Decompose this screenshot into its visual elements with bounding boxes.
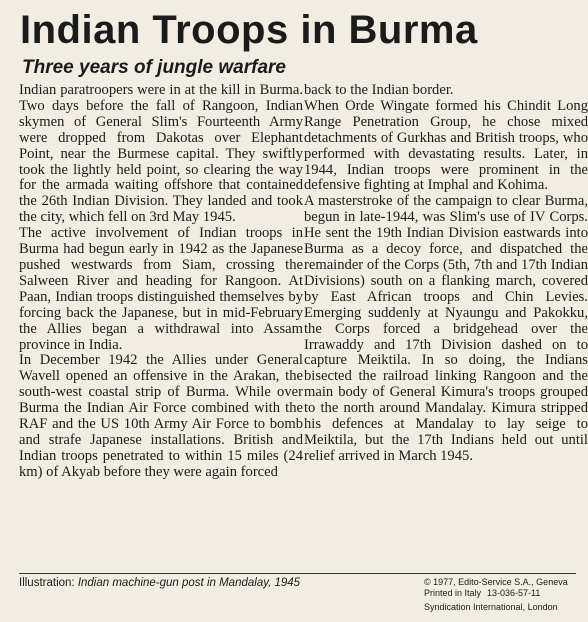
- page-subtitle: Three years of jungle warfare: [22, 57, 286, 78]
- page-title: Indian Troops in Burma: [20, 8, 478, 52]
- paragraph: In December 1942 the Allies under General Wavell opened an offensive in the Arakan, the south-west coastal strip of Burma. While over Burma the Indian Air Force combined with the RAF and the US 10th Army Air Force to bomb and strafe Japanese installations. British and Indian troops penetrated to within 15 miles (24 km) of Akyab before they were again forced: [19, 352, 303, 480]
- paragraph: A masterstroke of the campaign to clear Burma, begun in late-1944, was Slim's use of IV Corps. He sent the 19th Indian Division eastwards into Burma as a decoy force, and dispatched the remainder of the Corps (5th, 7th and 17th Indian Divisions) south on a flanking march, covered by East African troops and Chin Levies. Emerging suddenly at Nyaungu and Pakokku, the Corps forced a bridgehead over the Irrawaddy and 17th Division dashed on to capture Meiktila. In so doing, the Indians bisected the railroad linking Rangoon and the main body of General Kimura's troops grouped to the north around Mandalay. Kimura stripped his defences at Mandalay to lay seige to Meiktila, but the 17th Indians held out until relief arrived in March 1945.: [304, 193, 588, 464]
- copyright-text: © 1977, Edito-Service S.A., Geneva: [424, 577, 568, 587]
- left-column: [19, 83, 303, 481]
- paragraph: Indian paratroopers were in at the kill in Burma. Two days before the fall of Rangoon, Indian skymen of General Slim's Fourteenth Army were dropped from Dakotas over Elephant Point, near the Burmese capital. They swiftly took the lightly held point, so clearing the way for the armada waiting offshore that contained the 26th Indian Division. They landed and took the city, which fell on 3rd May 1945.: [19, 82, 303, 226]
- caption-text: Indian machine-gun post in Mandalay, 1945: [77, 577, 301, 589]
- syndication-text: Syndication International, London: [424, 602, 558, 612]
- caption-label: Illustration:: [19, 577, 78, 589]
- card-code: 13-036-57-11: [487, 588, 541, 598]
- right-column: [304, 83, 588, 465]
- illustration-caption: [19, 577, 300, 589]
- paragraph: The active involvement of Indian troops in Burma had begun early in 1942 as the Japanese pushed westwards from Siam, crossing the Salween River and heading for Rangoon. At Paan, Indian troops distinguished themselves by forcing back the Japanese, but in mid-February the Allies began a withdrawal into Assam province in India.: [19, 225, 303, 353]
- paragraph: back to the Indian border.: [304, 82, 454, 98]
- printed-text: Printed in Italy: [424, 588, 482, 598]
- credits: [424, 577, 568, 613]
- paragraph: When Orde Wingate formed his Chindit Long Range Penetration Group, he chose mixed detachments of Gurkhas and British troops, who performed with devastating results. Later, in 1944, Indian troops were prominent in the defensive fighting at Imphal and Kohima.: [304, 97, 588, 194]
- footer-divider: [19, 573, 576, 574]
